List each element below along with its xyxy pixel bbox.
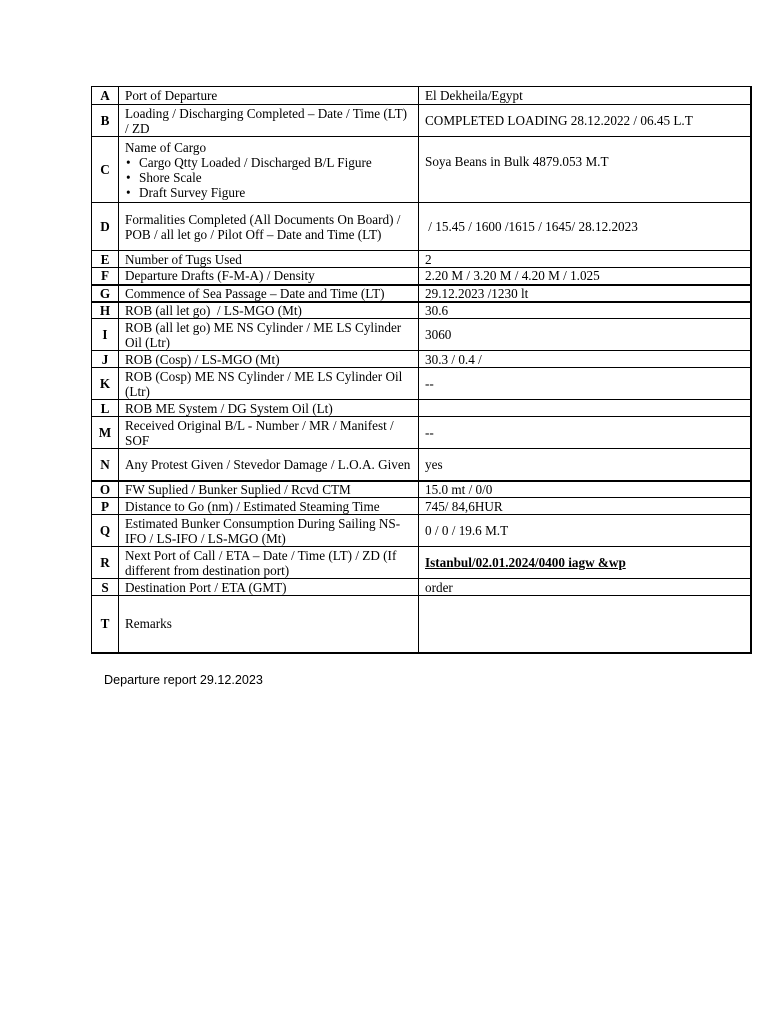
row-value: order: [419, 579, 752, 596]
row-value: 15.0 mt / 0/0: [419, 481, 752, 498]
table-row: [92, 547, 752, 579]
row-label: Name of Cargo: [125, 139, 207, 155]
row-label: FW Suplied / Bunker Suplied / Rcvd CTM: [119, 481, 419, 498]
row-code: P: [92, 498, 119, 515]
cargo-sublist-item: • Shore Scale: [139, 170, 412, 185]
row-value: El Dekheila/Egypt: [419, 87, 752, 105]
row-value: [419, 400, 752, 417]
row-label: Loading / Discharging Completed – Date / Time (LT) / ZD: [119, 105, 419, 137]
table-row: [92, 449, 752, 481]
cargo-sublist: [125, 155, 412, 200]
row-label: ROB (all let go) ME NS Cylinder / ME LS Cylinder Oil (Ltr): [119, 319, 419, 351]
row-code: G: [92, 285, 119, 302]
row-label: Remarks: [119, 596, 419, 653]
row-label: Received Original B/L - Number / MR / Manifest / SOF: [119, 417, 419, 449]
row-label: Commence of Sea Passage – Date and Time (LT): [119, 285, 419, 302]
cargo-sublist-item: • Cargo Qtty Loaded / Discharged B/L Figure: [139, 155, 412, 170]
row-code: B: [92, 105, 119, 137]
row-code: N: [92, 449, 119, 481]
table-row: [92, 87, 752, 105]
row-code: F: [92, 268, 119, 285]
row-label-group: [119, 137, 419, 203]
table-row: [92, 285, 752, 302]
row-code: Q: [92, 515, 119, 547]
row-value: 30.3 / 0.4 /: [419, 351, 752, 368]
row-code: L: [92, 400, 119, 417]
row-code: D: [92, 203, 119, 251]
row-label: Formalities Completed (All Documents On Board) / POB / all let go / Pilot Off – Date and Time (LT): [119, 203, 419, 251]
table-row: [92, 105, 752, 137]
table-row: [92, 302, 752, 319]
row-label: Number of Tugs Used: [119, 251, 419, 268]
row-value: 30.6: [419, 302, 752, 319]
row-value: [419, 596, 752, 653]
table-row: [92, 319, 752, 351]
table-row: [92, 481, 752, 498]
table-row: [92, 351, 752, 368]
row-code: H: [92, 302, 119, 319]
row-code: O: [92, 481, 119, 498]
row-label: Distance to Go (nm) / Estimated Steaming Time: [119, 498, 419, 515]
row-label: Estimated Bunker Consumption During Sailing NS-IFO / LS-IFO / LS-MGO (Mt): [119, 515, 419, 547]
row-code: R: [92, 547, 119, 579]
row-value: COMPLETED LOADING 28.12.2022 / 06.45 L.T: [419, 105, 752, 137]
row-code: E: [92, 251, 119, 268]
row-label: ROB (Cosp) / LS-MGO (Mt): [119, 351, 419, 368]
row-value: yes: [419, 449, 752, 481]
table-row: [92, 596, 752, 653]
row-code: C: [92, 137, 119, 203]
row-value: 2: [419, 251, 752, 268]
row-code: M: [92, 417, 119, 449]
row-label: ROB (Cosp) ME NS Cylinder / ME LS Cylinder Oil (Ltr): [119, 368, 419, 400]
row-value: 745/ 84,6HUR: [419, 498, 752, 515]
table-row: [92, 400, 752, 417]
row-label: ROB (all let go) / LS-MGO (Mt): [119, 302, 419, 319]
row-code: A: [92, 87, 119, 105]
row-value: --: [419, 368, 752, 400]
table-row: [92, 203, 752, 251]
table-row: [92, 417, 752, 449]
row-value: / 15.45 / 1600 /1615 / 1645/ 28.12.2023: [419, 203, 752, 251]
cargo-sublist-item: • Draft Survey Figure: [139, 185, 412, 200]
row-value: Soya Beans in Bulk 4879.053 M.T: [419, 137, 752, 203]
row-value: 29.12.2023 /1230 lt: [419, 285, 752, 302]
row-code: T: [92, 596, 119, 653]
table-row: [92, 515, 752, 547]
row-code: S: [92, 579, 119, 596]
row-label: Destination Port / ETA (GMT): [119, 579, 419, 596]
row-value: 3060: [419, 319, 752, 351]
report-caption: Departure report 29.12.2023: [104, 673, 263, 687]
table-row: [92, 368, 752, 400]
table-row: [92, 579, 752, 596]
row-value: Istanbul/02.01.2024/0400 iagw &wp: [419, 547, 752, 579]
row-code: J: [92, 351, 119, 368]
row-label: Departure Drafts (F-M-A) / Density: [119, 268, 419, 285]
row-label: Any Protest Given / Stevedor Damage / L.O.A. Given: [119, 449, 419, 481]
table-row: [92, 268, 752, 285]
row-value: 2.20 M / 3.20 M / 4.20 M / 1.025: [419, 268, 752, 285]
table-row: [92, 137, 752, 203]
row-code: K: [92, 368, 119, 400]
row-label: Port of Departure: [119, 87, 419, 105]
row-value: --: [419, 417, 752, 449]
departure-report-table: [91, 86, 752, 654]
table-row: [92, 498, 752, 515]
row-code: I: [92, 319, 119, 351]
row-label: ROB ME System / DG System Oil (Lt): [119, 400, 419, 417]
row-value: 0 / 0 / 19.6 M.T: [419, 515, 752, 547]
row-label: Next Port of Call / ETA – Date / Time (LT) / ZD (If different from destination port): [119, 547, 419, 579]
table-row: [92, 251, 752, 268]
